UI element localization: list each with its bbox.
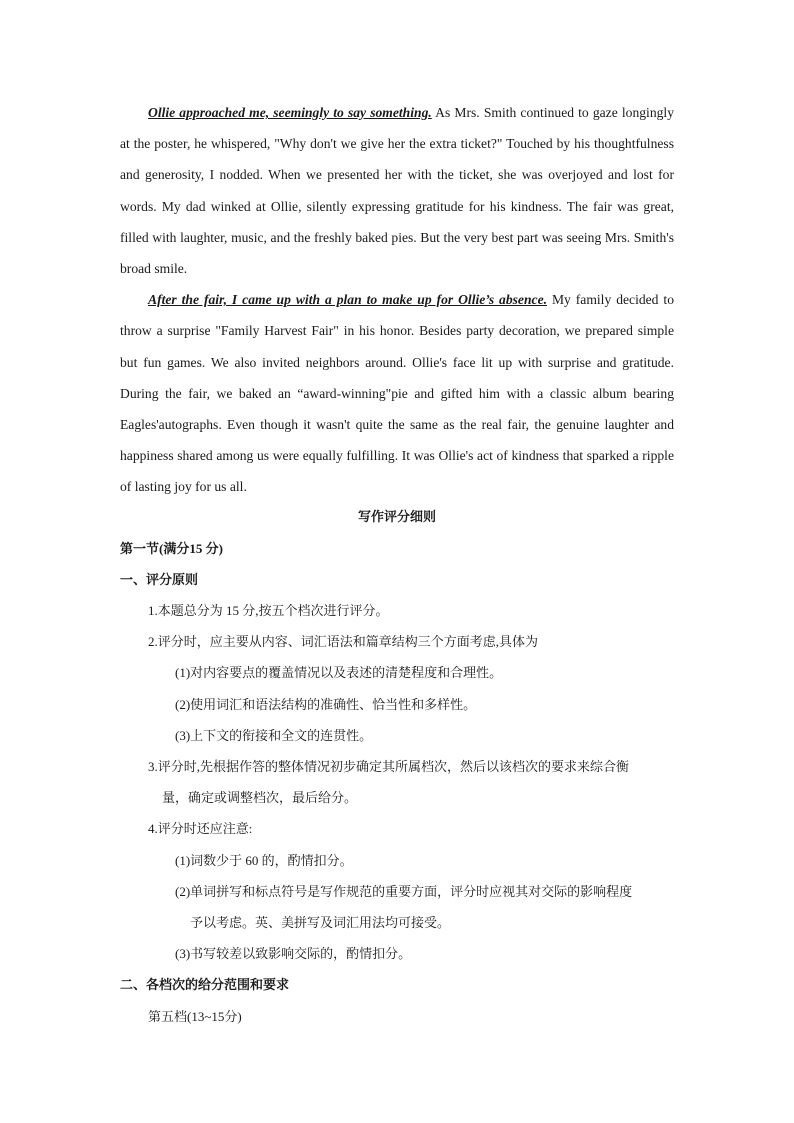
principle-item-2: 2.评分时，应主要从内容、词汇语法和篇章结构三个方面考虑,具体为 (148, 634, 539, 649)
principle-item-4-sub-3: (3)书写较差以致影响交际的，酌情扣分。 (175, 946, 412, 961)
principle-item-4-sub-2-line-2: 予以考虑。英、美拼写及词汇用法均可接受。 (190, 915, 451, 930)
scoring-principles-heading: 一、评分原则 (120, 572, 199, 587)
paragraph-1-body: As Mrs. Smith continued to gaze longingly at the poster, he whispered, "Why don't we give her the extra ticket?" Touched by his thoughtfulness and generosity, I nodded. When we presented her with the ticket, she was overjoyed and lost for words. My dad winked at Ollie, silently expressing gratitude for his kindness. The fair was great, filled with laughter, music, and the freshly baked pies. But the very best part was seeing Mrs. Smith's broad smile. (120, 105, 674, 277)
level-5-heading: 第五档(13~15分) (148, 1009, 242, 1024)
essay-paragraph-1 (120, 97, 674, 284)
paragraph-1-lead-sentence: Ollie approached me, seemingly to say something. (148, 105, 432, 120)
principle-item-4-sub-2-line-1: (2)单词拼写和标点符号是写作规范的重要方面，评分时应视其对交际的影响程度 (175, 884, 633, 899)
principle-item-1: 1.本题总分为 15 分,按五个档次进行评分。 (148, 603, 389, 618)
model-essay (120, 97, 674, 503)
principle-item-2-sub-2: (2)使用词汇和语法结构的准确性、恰当性和多样性。 (175, 697, 477, 712)
rubric-title: 写作评分细则 (357, 509, 436, 524)
score-levels-heading: 二、各档次的给分范围和要求 (120, 977, 290, 992)
essay-paragraph-2 (120, 284, 674, 502)
principle-item-4-sub-1: (1)词数少于 60 的，酌情扣分。 (175, 853, 353, 868)
principle-item-2-sub-3: (3)上下文的衔接和全文的连贯性。 (175, 728, 373, 743)
principle-item-2-sub-1: (1)对内容要点的覆盖情况以及表述的清楚程度和合理性。 (175, 665, 503, 680)
section-heading: 第一节(满分15 分) (120, 541, 223, 556)
principle-item-3-line-1: 3.评分时,先根据作答的整体情况初步确定其所属档次，然后以该档次的要求来综合衡 (148, 759, 630, 774)
paragraph-2-lead-sentence: After the fair, I came up with a plan to make up for Ollie’s absence. (148, 292, 547, 308)
principle-item-4: 4.评分时还应注意: (148, 821, 253, 836)
paragraph-2-body: My family decided to throw a surprise "Family Harvest Fair" in his honor. Besides party decoration, we prepared simple but fun games. We also invited neighbors around. Ollie's face lit up with surprise and gratitude. During the fair, we baked an “award-winning"pie and gifted him with a classic album bearing Eagles'autographs. Even though it wasn't quite the same as the real fair, the genuine laughter and happiness shared among us were equally fulfilling. It was Ollie's act of kindness that sparked a ripple of lasting joy for us all. (120, 292, 674, 495)
principle-item-3-line-2: 量，确定或调整档次，最后给分。 (162, 790, 358, 805)
